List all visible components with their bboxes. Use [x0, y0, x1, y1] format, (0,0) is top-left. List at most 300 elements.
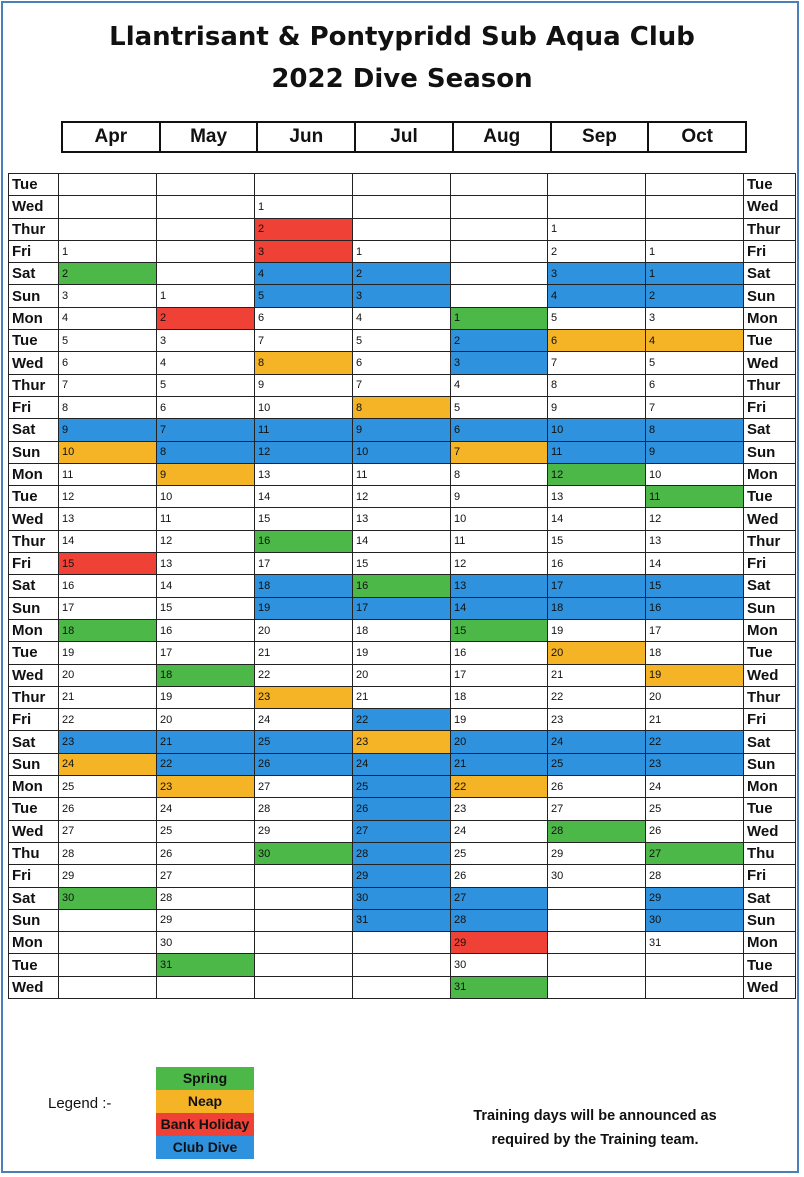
day-cell-aug: 18 [451, 686, 548, 708]
day-cell-aug: 30 [451, 954, 548, 976]
day-cell-may: 5 [157, 374, 255, 396]
day-cell-oct: 6 [646, 374, 744, 396]
day-cell-apr [59, 954, 157, 976]
day-cell-may: 18 [157, 664, 255, 686]
weekday-label-left: Wed [9, 196, 59, 218]
day-cell-may: 16 [157, 619, 255, 641]
day-cell-may: 8 [157, 441, 255, 463]
day-cell-apr: 12 [59, 486, 157, 508]
day-cell-oct: 31 [646, 932, 744, 954]
day-cell-oct: 27 [646, 842, 744, 864]
day-cell-apr: 8 [59, 396, 157, 418]
month-header [61, 121, 747, 153]
day-cell-sep: 25 [548, 753, 646, 775]
weekday-label-right: Thur [744, 686, 796, 708]
weekday-label-right: Mon [744, 619, 796, 641]
legend-neap: Neap [156, 1090, 254, 1113]
day-cell-jul: 15 [353, 553, 451, 575]
weekday-label-left: Thur [9, 374, 59, 396]
weekday-label-right: Thu [744, 842, 796, 864]
weekday-label-left: Sun [9, 597, 59, 619]
day-cell-jul: 1 [353, 240, 451, 262]
weekday-label-left: Tue [9, 174, 59, 196]
day-cell-sep: 17 [548, 575, 646, 597]
weekday-label-right: Sat [744, 731, 796, 753]
day-cell-sep: 12 [548, 463, 646, 485]
day-cell-jun: 28 [255, 798, 353, 820]
weekday-label-right: Sat [744, 263, 796, 285]
calendar-row [9, 798, 796, 820]
day-cell-jun: 5 [255, 285, 353, 307]
day-cell-apr [59, 932, 157, 954]
weekday-label-left: Tue [9, 642, 59, 664]
day-cell-apr: 29 [59, 865, 157, 887]
day-cell-sep: 30 [548, 865, 646, 887]
day-cell-jul: 29 [353, 865, 451, 887]
weekday-label-left: Sun [9, 909, 59, 931]
day-cell-may: 15 [157, 597, 255, 619]
day-cell-oct: 19 [646, 664, 744, 686]
day-cell-aug: 3 [451, 352, 548, 374]
weekday-label-right: Tue [744, 486, 796, 508]
calendar-row [9, 887, 796, 909]
day-cell-may [157, 240, 255, 262]
weekday-label-left: Sat [9, 731, 59, 753]
day-cell-jun: 29 [255, 820, 353, 842]
day-cell-jul: 12 [353, 486, 451, 508]
day-cell-aug: 11 [451, 530, 548, 552]
legend-spring: Spring [156, 1067, 254, 1090]
weekday-label-right: Tue [744, 330, 796, 352]
day-cell-sep: 20 [548, 642, 646, 664]
day-cell-aug: 6 [451, 419, 548, 441]
day-cell-sep: 2 [548, 240, 646, 262]
day-cell-aug: 23 [451, 798, 548, 820]
day-cell-jul: 16 [353, 575, 451, 597]
weekday-label-left: Thur [9, 218, 59, 240]
day-cell-jul: 13 [353, 508, 451, 530]
calendar-row [9, 463, 796, 485]
day-cell-apr: 21 [59, 686, 157, 708]
day-cell-apr [59, 909, 157, 931]
day-cell-sep [548, 976, 646, 998]
day-cell-jun [255, 865, 353, 887]
weekday-label-left: Fri [9, 553, 59, 575]
weekday-label-right: Mon [744, 463, 796, 485]
day-cell-jun: 7 [255, 330, 353, 352]
day-cell-may: 13 [157, 553, 255, 575]
day-cell-may [157, 196, 255, 218]
day-cell-sep [548, 954, 646, 976]
day-cell-jun: 10 [255, 396, 353, 418]
day-cell-sep: 28 [548, 820, 646, 842]
day-cell-apr: 25 [59, 776, 157, 798]
day-cell-sep: 9 [548, 396, 646, 418]
day-cell-jul: 20 [353, 664, 451, 686]
training-note [440, 1104, 750, 1152]
day-cell-may [157, 976, 255, 998]
day-cell-oct: 5 [646, 352, 744, 374]
weekday-label-left: Wed [9, 352, 59, 374]
calendar-row [9, 619, 796, 641]
day-cell-sep: 18 [548, 597, 646, 619]
day-cell-jul: 19 [353, 642, 451, 664]
day-cell-oct: 20 [646, 686, 744, 708]
weekday-label-right: Wed [744, 352, 796, 374]
day-cell-may: 28 [157, 887, 255, 909]
day-cell-aug: 1 [451, 307, 548, 329]
weekday-label-right: Sun [744, 753, 796, 775]
month-header-apr: Apr [63, 123, 161, 151]
month-header-oct: Oct [681, 126, 714, 147]
day-cell-may: 17 [157, 642, 255, 664]
day-cell-oct: 26 [646, 820, 744, 842]
day-cell-aug: 2 [451, 330, 548, 352]
day-cell-apr: 18 [59, 619, 157, 641]
day-cell-jul [353, 954, 451, 976]
calendar-row [9, 196, 796, 218]
weekday-label-right: Wed [744, 196, 796, 218]
day-cell-jun: 24 [255, 709, 353, 731]
day-cell-aug [451, 285, 548, 307]
calendar-row [9, 174, 796, 196]
day-cell-may: 3 [157, 330, 255, 352]
legend-label: Legend :- [48, 1095, 112, 1112]
weekday-label-left: Fri [9, 240, 59, 262]
weekday-label-left: Sat [9, 263, 59, 285]
day-cell-sep: 14 [548, 508, 646, 530]
day-cell-may: 9 [157, 463, 255, 485]
day-cell-may: 14 [157, 575, 255, 597]
day-cell-sep: 13 [548, 486, 646, 508]
day-cell-sep [548, 196, 646, 218]
weekday-label-left: Tue [9, 798, 59, 820]
day-cell-jul: 8 [353, 396, 451, 418]
day-cell-apr: 13 [59, 508, 157, 530]
day-cell-sep: 6 [548, 330, 646, 352]
weekday-label-left: Sun [9, 441, 59, 463]
calendar-row [9, 530, 796, 552]
weekday-label-left: Mon [9, 776, 59, 798]
weekday-label-right: Mon [744, 932, 796, 954]
day-cell-oct: 7 [646, 396, 744, 418]
calendar-row [9, 553, 796, 575]
weekday-label-left: Mon [9, 307, 59, 329]
day-cell-aug [451, 218, 548, 240]
weekday-label-right: Sat [744, 419, 796, 441]
day-cell-sep: 16 [548, 553, 646, 575]
calendar-row [9, 954, 796, 976]
day-cell-apr: 19 [59, 642, 157, 664]
day-cell-jun [255, 887, 353, 909]
day-cell-sep [548, 932, 646, 954]
weekday-label-left: Wed [9, 664, 59, 686]
day-cell-oct: 28 [646, 865, 744, 887]
day-cell-sep: 5 [548, 307, 646, 329]
weekday-label-left: Thur [9, 530, 59, 552]
day-cell-jul: 30 [353, 887, 451, 909]
weekday-label-right: Sun [744, 909, 796, 931]
day-cell-apr: 26 [59, 798, 157, 820]
calendar-grid [8, 173, 796, 999]
day-cell-may: 24 [157, 798, 255, 820]
weekday-label-left: Sat [9, 419, 59, 441]
day-cell-may: 29 [157, 909, 255, 931]
weekday-label-left: Wed [9, 820, 59, 842]
day-cell-apr: 24 [59, 753, 157, 775]
day-cell-jun: 8 [255, 352, 353, 374]
day-cell-jun: 21 [255, 642, 353, 664]
day-cell-oct: 2 [646, 285, 744, 307]
day-cell-jun [255, 976, 353, 998]
day-cell-oct: 30 [646, 909, 744, 931]
day-cell-sep: 23 [548, 709, 646, 731]
day-cell-jul: 2 [353, 263, 451, 285]
weekday-label-left: Thur [9, 686, 59, 708]
day-cell-aug [451, 174, 548, 196]
day-cell-oct: 25 [646, 798, 744, 820]
calendar-row [9, 865, 796, 887]
day-cell-jun: 27 [255, 776, 353, 798]
weekday-label-left: Sat [9, 575, 59, 597]
day-cell-aug [451, 240, 548, 262]
day-cell-oct [646, 174, 744, 196]
weekday-label-right: Tue [744, 642, 796, 664]
day-cell-jul: 25 [353, 776, 451, 798]
day-cell-sep: 15 [548, 530, 646, 552]
day-cell-oct [646, 218, 744, 240]
day-cell-aug: 16 [451, 642, 548, 664]
training-note-line2: required by the Training team. [491, 1132, 699, 1148]
day-cell-jun: 12 [255, 441, 353, 463]
day-cell-apr: 7 [59, 374, 157, 396]
day-cell-oct: 1 [646, 240, 744, 262]
weekday-label-left: Tue [9, 330, 59, 352]
day-cell-sep: 22 [548, 686, 646, 708]
day-cell-sep: 26 [548, 776, 646, 798]
calendar-row [9, 664, 796, 686]
weekday-label-right: Mon [744, 307, 796, 329]
day-cell-jun: 23 [255, 686, 353, 708]
day-cell-jun: 16 [255, 530, 353, 552]
calendar-row [9, 396, 796, 418]
weekday-label-left: Sun [9, 753, 59, 775]
day-cell-apr: 5 [59, 330, 157, 352]
day-cell-jun: 30 [255, 842, 353, 864]
weekday-label-right: Fri [744, 396, 796, 418]
weekday-label-right: Fri [744, 240, 796, 262]
day-cell-aug: 22 [451, 776, 548, 798]
day-cell-jul: 27 [353, 820, 451, 842]
day-cell-may: 21 [157, 731, 255, 753]
day-cell-may: 23 [157, 776, 255, 798]
day-cell-sep: 10 [548, 419, 646, 441]
weekday-label-right: Wed [744, 508, 796, 530]
day-cell-oct: 3 [646, 307, 744, 329]
day-cell-oct: 21 [646, 709, 744, 731]
weekday-label-left: Sun [9, 285, 59, 307]
day-cell-may: 2 [157, 307, 255, 329]
day-cell-may: 20 [157, 709, 255, 731]
day-cell-may [157, 263, 255, 285]
weekday-label-right: Tue [744, 954, 796, 976]
day-cell-jul: 28 [353, 842, 451, 864]
day-cell-jun: 22 [255, 664, 353, 686]
day-cell-apr [59, 218, 157, 240]
day-cell-may [157, 174, 255, 196]
day-cell-aug: 24 [451, 820, 548, 842]
day-cell-may: 6 [157, 396, 255, 418]
day-cell-sep: 3 [548, 263, 646, 285]
day-cell-jun: 4 [255, 263, 353, 285]
day-cell-jun [255, 909, 353, 931]
calendar-row [9, 820, 796, 842]
day-cell-aug: 7 [451, 441, 548, 463]
calendar-row [9, 686, 796, 708]
calendar-row [9, 932, 796, 954]
day-cell-aug: 9 [451, 486, 548, 508]
weekday-label-right: Sat [744, 575, 796, 597]
day-cell-oct: 29 [646, 887, 744, 909]
day-cell-jun: 14 [255, 486, 353, 508]
day-cell-jul: 26 [353, 798, 451, 820]
day-cell-oct: 13 [646, 530, 744, 552]
calendar-row [9, 441, 796, 463]
month-header-jun: Jun [258, 123, 356, 151]
weekday-label-left: Fri [9, 396, 59, 418]
day-cell-jun: 3 [255, 240, 353, 262]
day-cell-jun: 19 [255, 597, 353, 619]
day-cell-sep: 1 [548, 218, 646, 240]
weekday-label-right: Mon [744, 776, 796, 798]
day-cell-jul: 5 [353, 330, 451, 352]
day-cell-may: 4 [157, 352, 255, 374]
weekday-label-left: Fri [9, 709, 59, 731]
day-cell-aug [451, 263, 548, 285]
day-cell-jun [255, 174, 353, 196]
day-cell-oct: 8 [646, 419, 744, 441]
day-cell-jun [255, 954, 353, 976]
weekday-label-left: Sat [9, 887, 59, 909]
day-cell-jul: 18 [353, 619, 451, 641]
day-cell-apr: 20 [59, 664, 157, 686]
day-cell-jul: 23 [353, 731, 451, 753]
weekday-label-right: Fri [744, 553, 796, 575]
day-cell-aug: 21 [451, 753, 548, 775]
day-cell-apr: 22 [59, 709, 157, 731]
day-cell-apr [59, 976, 157, 998]
day-cell-jul [353, 174, 451, 196]
day-cell-may: 27 [157, 865, 255, 887]
day-cell-sep [548, 887, 646, 909]
day-cell-oct [646, 976, 744, 998]
day-cell-may: 25 [157, 820, 255, 842]
day-cell-sep: 4 [548, 285, 646, 307]
month-header-may: May [161, 123, 259, 151]
calendar-row [9, 330, 796, 352]
day-cell-sep [548, 909, 646, 931]
day-cell-aug: 20 [451, 731, 548, 753]
weekday-label-right: Fri [744, 709, 796, 731]
day-cell-jul: 11 [353, 463, 451, 485]
day-cell-jul [353, 196, 451, 218]
day-cell-may: 30 [157, 932, 255, 954]
day-cell-oct: 4 [646, 330, 744, 352]
day-cell-apr: 3 [59, 285, 157, 307]
day-cell-apr: 23 [59, 731, 157, 753]
day-cell-apr: 17 [59, 597, 157, 619]
day-cell-aug: 27 [451, 887, 548, 909]
weekday-label-right: Wed [744, 820, 796, 842]
day-cell-may: 10 [157, 486, 255, 508]
calendar-row [9, 263, 796, 285]
day-cell-aug: 5 [451, 396, 548, 418]
day-cell-apr: 9 [59, 419, 157, 441]
day-cell-jul [353, 932, 451, 954]
day-cell-jun [255, 932, 353, 954]
calendar-row [9, 307, 796, 329]
calendar-row [9, 419, 796, 441]
weekday-label-left: Mon [9, 619, 59, 641]
day-cell-oct: 22 [646, 731, 744, 753]
day-cell-aug: 4 [451, 374, 548, 396]
day-cell-jul: 24 [353, 753, 451, 775]
day-cell-oct: 11 [646, 486, 744, 508]
day-cell-may: 1 [157, 285, 255, 307]
day-cell-apr [59, 196, 157, 218]
day-cell-jun: 26 [255, 753, 353, 775]
day-cell-jul: 7 [353, 374, 451, 396]
day-cell-jul: 10 [353, 441, 451, 463]
calendar-row [9, 842, 796, 864]
calendar-row [9, 486, 796, 508]
day-cell-apr: 16 [59, 575, 157, 597]
weekday-label-right: Wed [744, 664, 796, 686]
weekday-label-left: Tue [9, 954, 59, 976]
calendar-row [9, 575, 796, 597]
legend-bank-holiday: Bank Holiday [156, 1113, 254, 1136]
day-cell-may: 22 [157, 753, 255, 775]
day-cell-jun: 13 [255, 463, 353, 485]
day-cell-aug: 15 [451, 619, 548, 641]
day-cell-sep [548, 174, 646, 196]
weekday-label-right: Thur [744, 530, 796, 552]
weekday-label-right: Tue [744, 798, 796, 820]
legend [156, 1067, 254, 1159]
day-cell-apr: 10 [59, 441, 157, 463]
calendar-row [9, 976, 796, 998]
weekday-label-right: Sun [744, 285, 796, 307]
weekday-label-right: Wed [744, 976, 796, 998]
day-cell-may: 7 [157, 419, 255, 441]
day-cell-may: 11 [157, 508, 255, 530]
day-cell-jun: 1 [255, 196, 353, 218]
calendar-row [9, 776, 796, 798]
day-cell-apr: 4 [59, 307, 157, 329]
calendar-row [9, 240, 796, 262]
day-cell-apr: 11 [59, 463, 157, 485]
day-cell-may: 12 [157, 530, 255, 552]
day-cell-aug: 25 [451, 842, 548, 864]
day-cell-apr: 28 [59, 842, 157, 864]
day-cell-aug [451, 196, 548, 218]
day-cell-apr [59, 174, 157, 196]
day-cell-oct: 12 [646, 508, 744, 530]
calendar-row [9, 709, 796, 731]
weekday-label-right: Thur [744, 218, 796, 240]
day-cell-may: 31 [157, 954, 255, 976]
day-cell-jul: 31 [353, 909, 451, 931]
